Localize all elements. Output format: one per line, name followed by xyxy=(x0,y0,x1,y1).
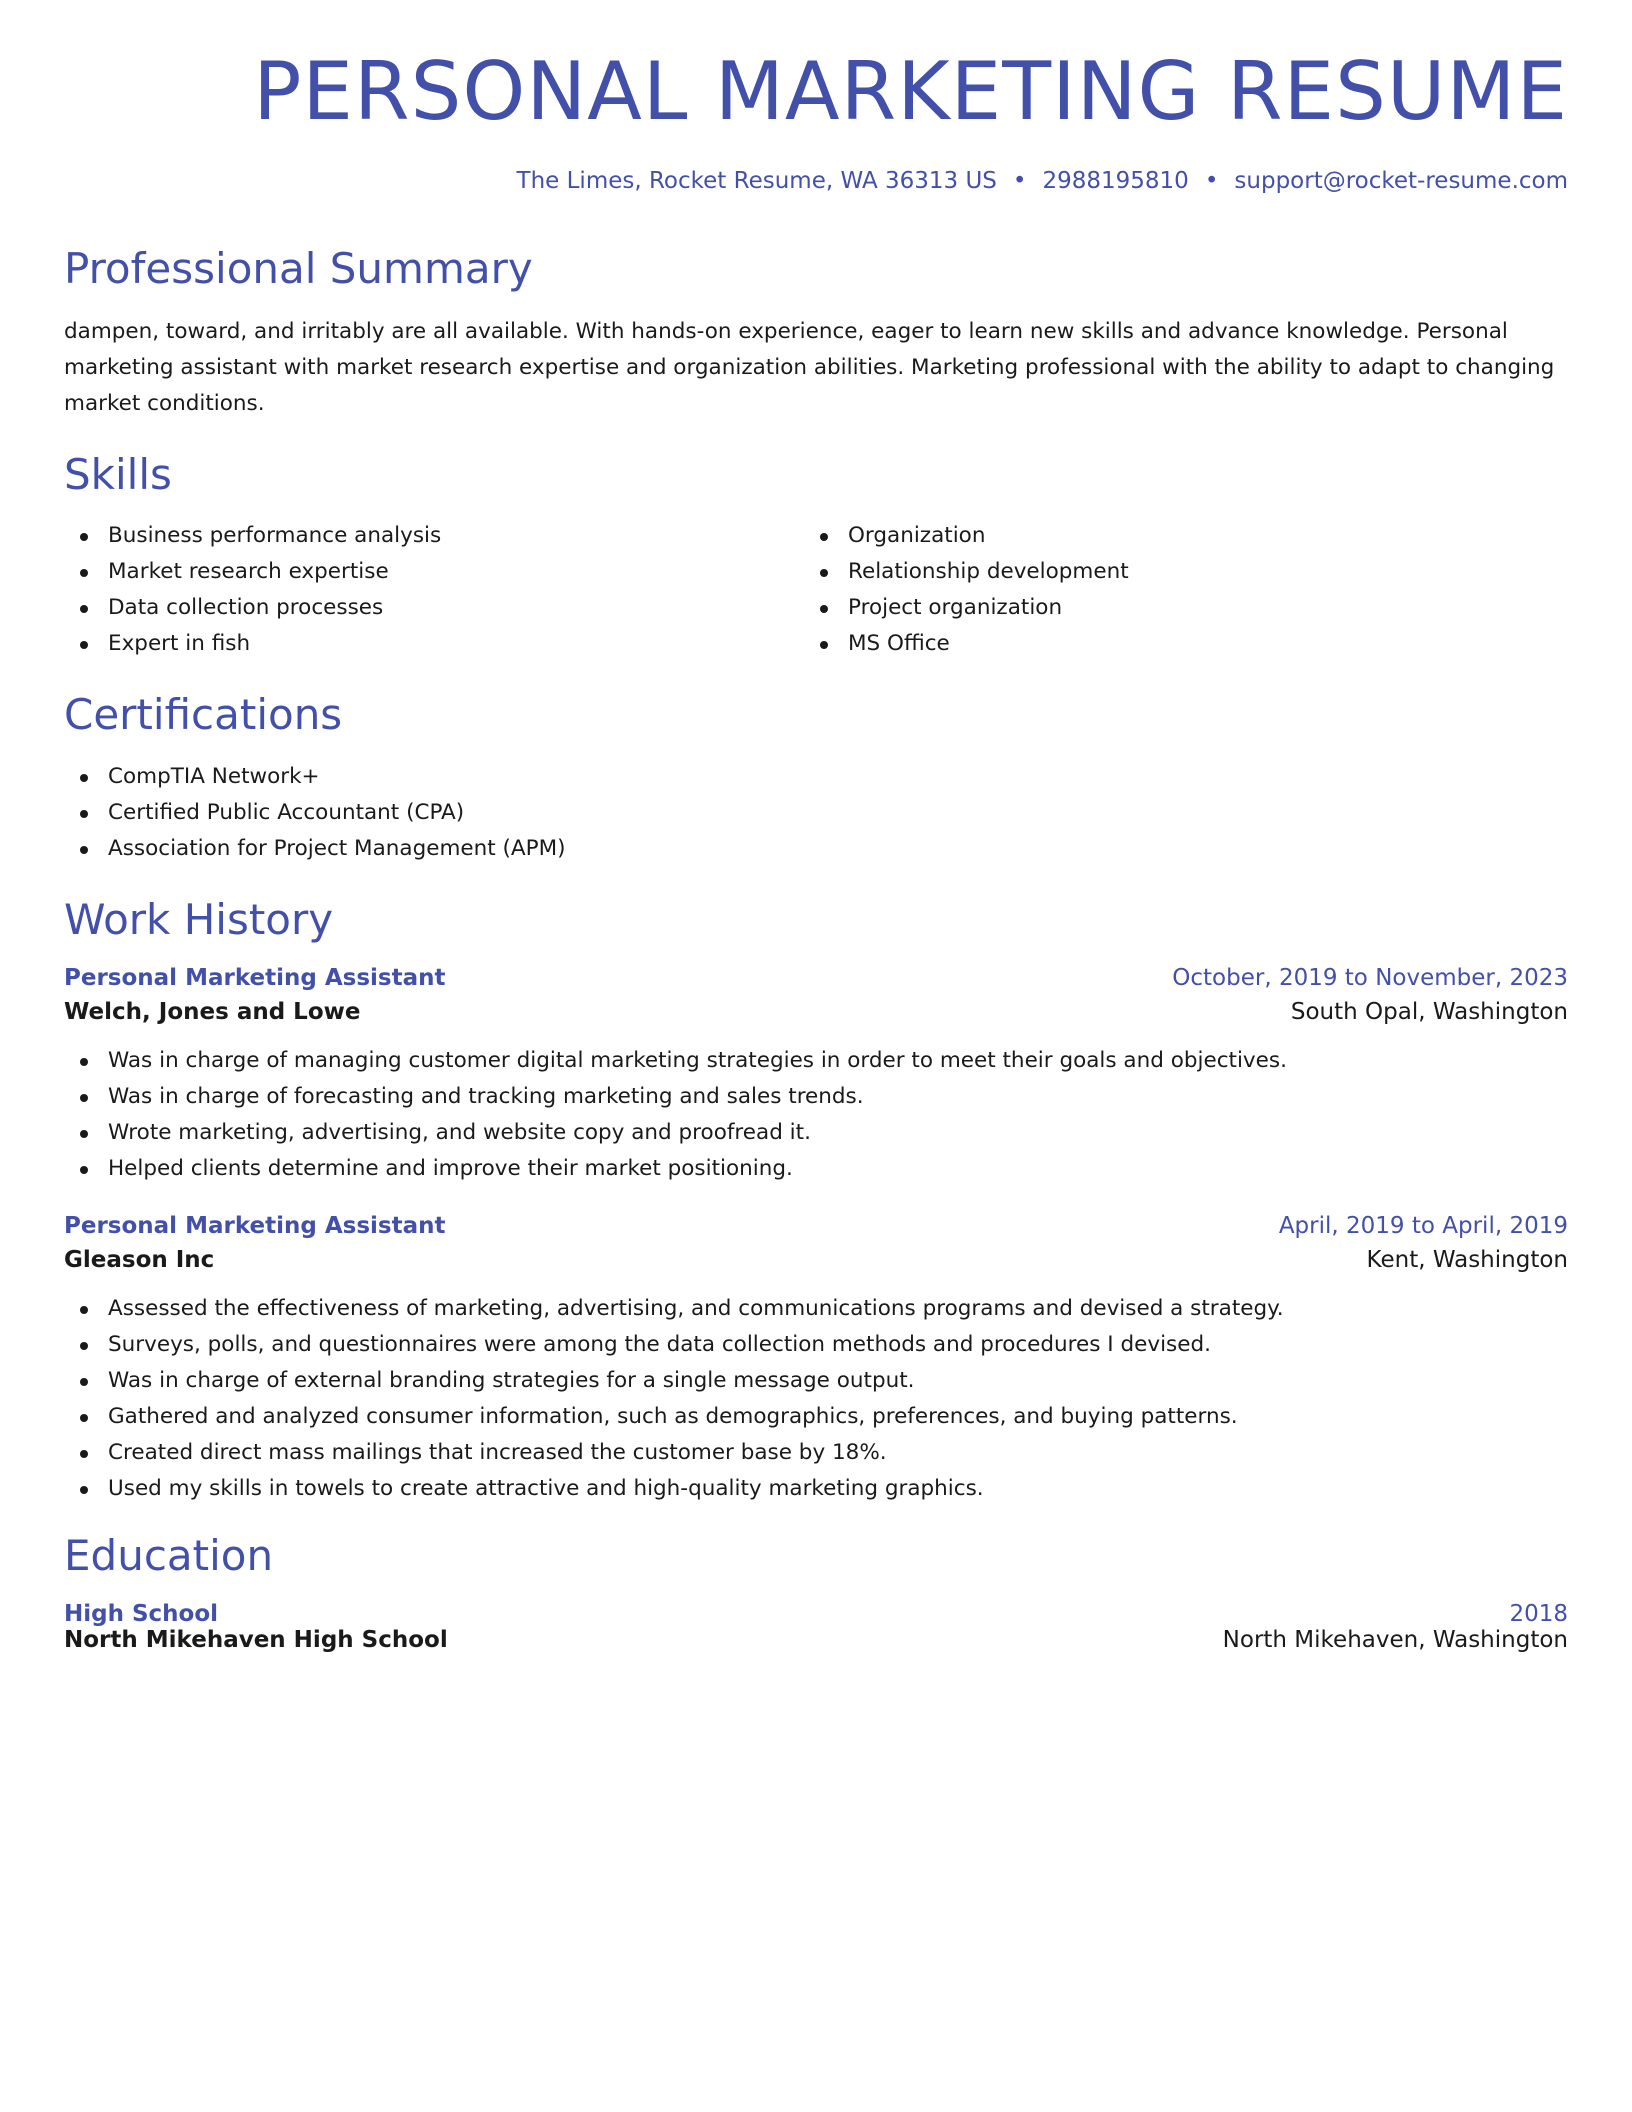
education-location: North Mikehaven, Washington xyxy=(1222,1626,1568,1653)
skill-item: Market research expertise xyxy=(64,554,804,590)
job-company-row xyxy=(64,999,1568,1025)
work-history-heading: Work History xyxy=(64,894,334,944)
job-bullet: Was in charge of forecasting and tracking marketing and sales trends. xyxy=(64,1079,1568,1115)
skill-item: Project organization xyxy=(804,590,1544,626)
job-company-row xyxy=(64,1247,1568,1273)
job-bullet: Used my skills in towels to create attractive and high-quality marketing graphics. xyxy=(64,1471,1568,1507)
contact-phone: 2988195810 xyxy=(1042,168,1189,194)
job-title: Personal Marketing Assistant xyxy=(64,1212,446,1239)
summary-text: dampen, toward, and irritably are all available. With hands-on experience, eager to learn new skills and advance knowledge. Personal marketing assistant with market research expertise and organization abilities. Marketing professional with the ability to adapt to changing market conditions. xyxy=(64,319,1555,417)
certifications-heading: Certifications xyxy=(64,690,343,740)
job-company: Gleason Inc xyxy=(64,1246,215,1273)
job-dates: October, 2019 to November, 2023 xyxy=(1172,964,1568,991)
certification-item: Association for Project Management (APM) xyxy=(64,831,1568,867)
skill-item: Business performance analysis xyxy=(64,518,804,554)
job-bullet: Assessed the effectiveness of marketing, advertising, and communications programs and devised a strategy. xyxy=(64,1291,1568,1327)
job-bullet: Created direct mass mailings that increased the customer base by 18%. xyxy=(64,1435,1568,1471)
summary-heading: Professional Summary xyxy=(64,244,533,293)
education-school: North Mikehaven High School xyxy=(64,1626,448,1653)
job-bullet: Helped clients determine and improve their market positioning. xyxy=(64,1151,1568,1187)
contact-email: support@rocket-resume.com xyxy=(1234,168,1568,194)
job-bullet: Was in charge of managing customer digital marketing strategies in order to meet their goals and objectives. xyxy=(64,1043,1568,1079)
job-title-row xyxy=(64,1213,1568,1239)
job-bullet: Surveys, polls, and questionnaires were among the data collection methods and procedures I devised. xyxy=(64,1327,1568,1363)
contact-line xyxy=(64,168,1568,194)
job-bullets xyxy=(64,1291,1568,1507)
resume-title: PERSONAL MARKETING RESUME xyxy=(253,45,1568,138)
job-bullet: Gathered and analyzed consumer information, such as demographics, preferences, and buying patterns. xyxy=(64,1399,1568,1435)
job-title: Personal Marketing Assistant xyxy=(64,964,446,991)
education-year: 2018 xyxy=(1509,1600,1568,1627)
education-degree: High School xyxy=(64,1600,219,1627)
job-bullet: Was in charge of external branding strategies for a single message output. xyxy=(64,1363,1568,1399)
certification-item: CompTIA Network+ xyxy=(64,759,1568,795)
skill-item: Organization xyxy=(804,518,1544,554)
education-entry xyxy=(64,1601,1568,1653)
certification-item: Certified Public Accountant (CPA) xyxy=(64,795,1568,831)
certifications-list xyxy=(64,759,1568,867)
job-company: Welch, Jones and Lowe xyxy=(64,998,361,1025)
skill-item: MS Office xyxy=(804,626,1544,662)
job-entry xyxy=(64,965,1568,1187)
job-bullet: Wrote marketing, advertising, and website copy and proofread it. xyxy=(64,1115,1568,1151)
job-location: South Opal, Washington xyxy=(1290,998,1568,1025)
contact-address: The Limes, Rocket Resume, WA 36313 US xyxy=(516,168,997,194)
contact-separator: • xyxy=(1012,168,1027,194)
education-school-row xyxy=(64,1627,1568,1653)
contact-separator: • xyxy=(1204,168,1219,194)
skill-item: Data collection processes xyxy=(64,590,804,626)
job-bullets xyxy=(64,1043,1568,1187)
skills-list-right xyxy=(804,518,1544,662)
skills-heading: Skills xyxy=(64,450,172,500)
skills-list-left xyxy=(64,518,804,662)
job-title-row xyxy=(64,965,1568,991)
education-degree-row xyxy=(64,1601,1568,1627)
education-heading: Education xyxy=(64,1530,274,1580)
job-location: Kent, Washington xyxy=(1366,1246,1568,1273)
skill-item: Expert in fish xyxy=(64,626,804,662)
skills-columns xyxy=(64,518,1568,662)
skill-item: Relationship development xyxy=(804,554,1544,590)
job-dates: April, 2019 to April, 2019 xyxy=(1278,1212,1568,1239)
job-entry xyxy=(64,1213,1568,1507)
